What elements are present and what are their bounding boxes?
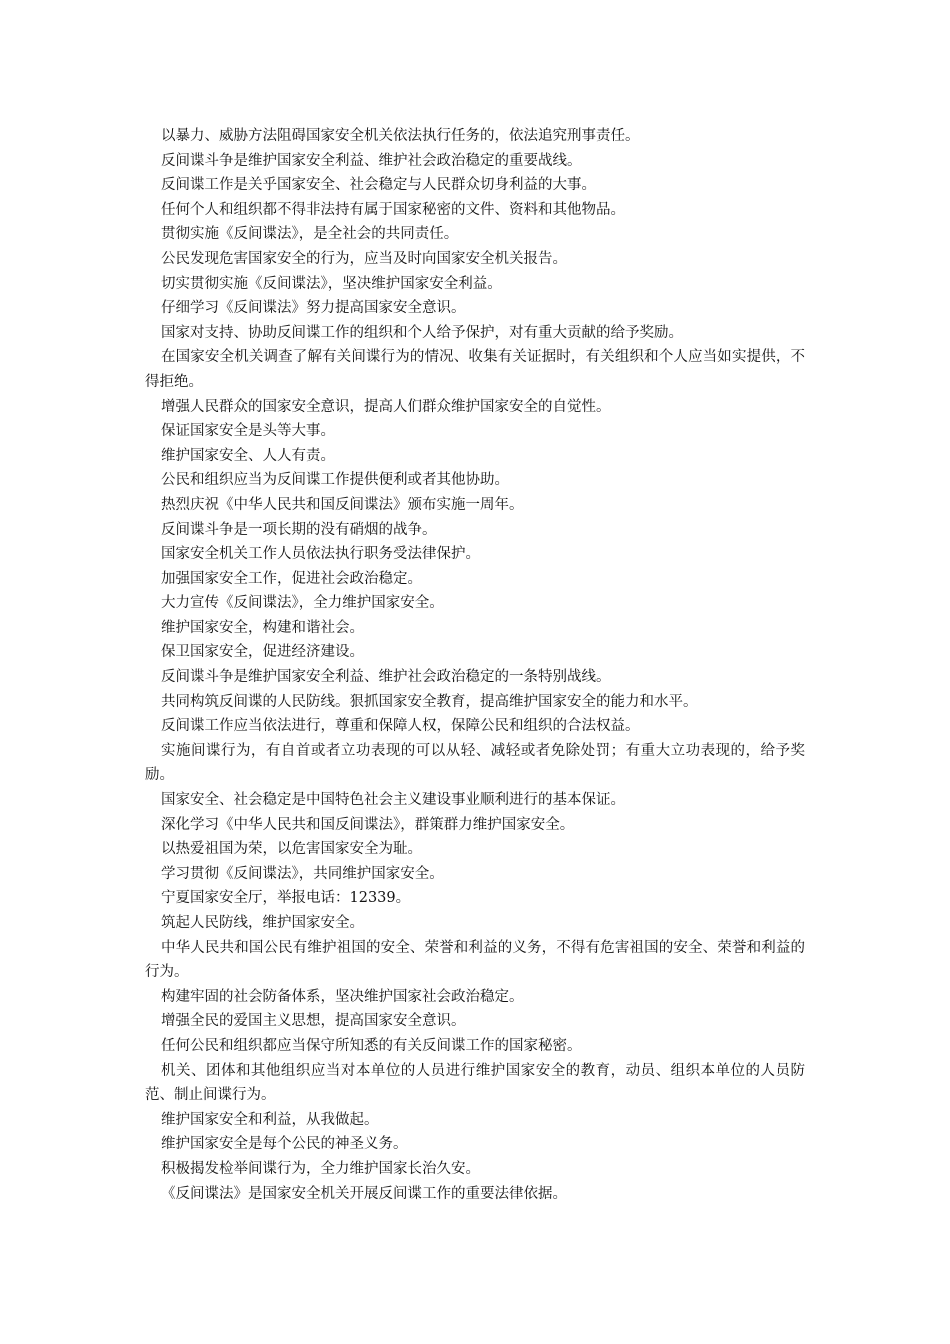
paragraph: 反间谍工作应当依法进行，尊重和保障人权，保障公民和组织的合法权益。 [161,718,640,735]
paragraph: 维护国家安全是每个公民的神圣义务。 [161,1136,408,1153]
paragraph: 国家对支持、协助反间谍工作的组织和个人给予保护，对有重大贡献的给予奖励。 [161,324,683,341]
paragraph: 维护国家安全，构建和谐社会。 [161,619,364,636]
paragraph: 机关、团体和其他组织应当对本单位的人员进行维护国家安全的教育，动员、组织本单位的人员防范、制止间谍行为。 [145,1062,805,1104]
paragraph: 加强国家安全工作，促进社会政治稳定。 [161,570,422,587]
paragraph: 在国家安全机关调查了解有关间谍行为的情况、收集有关证据时，有关组织和个人应当如实提供，不得拒绝。 [145,349,805,390]
paragraph: 筑起人民防线，维护国家安全。 [161,915,364,931]
paragraph: 以暴力、威胁方法阻碍国家安全机关依法执行任务的，依法追究刑事责任。 [161,128,640,144]
paragraph: 反间谍斗争是维护国家安全利益、维护社会政治稳定的重要战线。 [161,152,582,169]
paragraph: 维护国家安全和利益，从我做起。 [161,1111,379,1128]
paragraph: 任何公民和组织都应当保守所知悉的有关反间谍工作的国家秘密。 [161,1037,582,1054]
paragraph: 保卫国家安全，促进经济建设。 [161,644,364,661]
paragraph: 增强全民的爱国主义思想，提高国家安全意识。 [161,1013,466,1030]
paragraph: 热烈庆祝《中华人民共和国反间谍法》颁布实施一周年。 [161,496,524,513]
paragraph: 贯彻实施《反间谍法》，是全社会的共同责任。 [161,226,459,243]
paragraph: 任何个人和组织都不得非法持有属于国家秘密的文件、资料和其他物品。 [161,201,625,218]
paragraph: 反间谍斗争是维护国家安全利益、维护社会政治稳定的一条特别战线。 [161,669,611,686]
paragraph: 以热爱祖国为荣，以危害国家安全为耻。 [161,841,422,858]
paragraph: 《反间谍法》是国家安全机关开展反间谍工作的重要法律依据。 [161,1185,567,1202]
paragraph: 维护国家安全、人人有责。 [161,447,335,464]
paragraph: 共同构筑反间谍的人民防线。狠抓国家安全教育，提高维护国家安全的能力和水平。 [161,693,698,710]
paragraph: 增强人民群众的国家安全意识，提高人们群众维护国家安全的自觉性。 [161,398,611,415]
paragraph: 深化学习《中华人民共和国反间谍法》，群策群力维护国家安全。 [161,816,575,833]
paragraph: 公民和组织应当为反间谍工作提供便利或者其他协助。 [161,472,509,489]
paragraph: 保证国家安全是头等大事。 [161,423,335,440]
paragraph: 反间谍工作是关乎国家安全、社会稳定与人民群众切身利益的大事。 [161,177,596,194]
paragraph: 宁夏国家安全厅，举报电话：12339。 [161,890,411,907]
paragraph: 公民发现危害国家安全的行为，应当及时向国家安全机关报告。 [161,250,567,267]
paragraph: 大力宣传《反间谍法》，全力维护国家安全。 [161,595,444,612]
paragraph: 仔细学习《反间谍法》努力提高国家安全意识。 [161,300,466,317]
paragraph: 构建牢固的社会防备体系，坚决维护国家社会政治稳定。 [161,988,524,1005]
paragraph: 国家安全、社会稳定是中国特色社会主义建设事业顺利进行的基本保证。 [161,792,625,809]
paragraph: 学习贯彻《反间谍法》，共同维护国家安全。 [161,865,444,882]
paragraph: 国家安全机关工作人员依法执行职务受法律保护。 [161,546,480,563]
paragraph: 中华人民共和国公民有维护祖国的安全、荣誉和利益的义务，不得有危害祖国的安全、荣誉和利益的行为。 [145,939,805,981]
paragraph: 实施间谍行为，有自首或者立功表现的可以从轻、减轻或者免除处罚；有重大立功表现的，给予奖励。 [145,742,805,784]
paragraph: 切实贯彻实施《反间谍法》，坚决维护国家安全利益。 [161,275,502,292]
document-body [145,124,805,1206]
paragraph: 积极揭发检举间谍行为，全力维护国家长治久安。 [161,1160,480,1177]
paragraph: 反间谍斗争是一项长期的没有硝烟的战争。 [161,521,437,538]
